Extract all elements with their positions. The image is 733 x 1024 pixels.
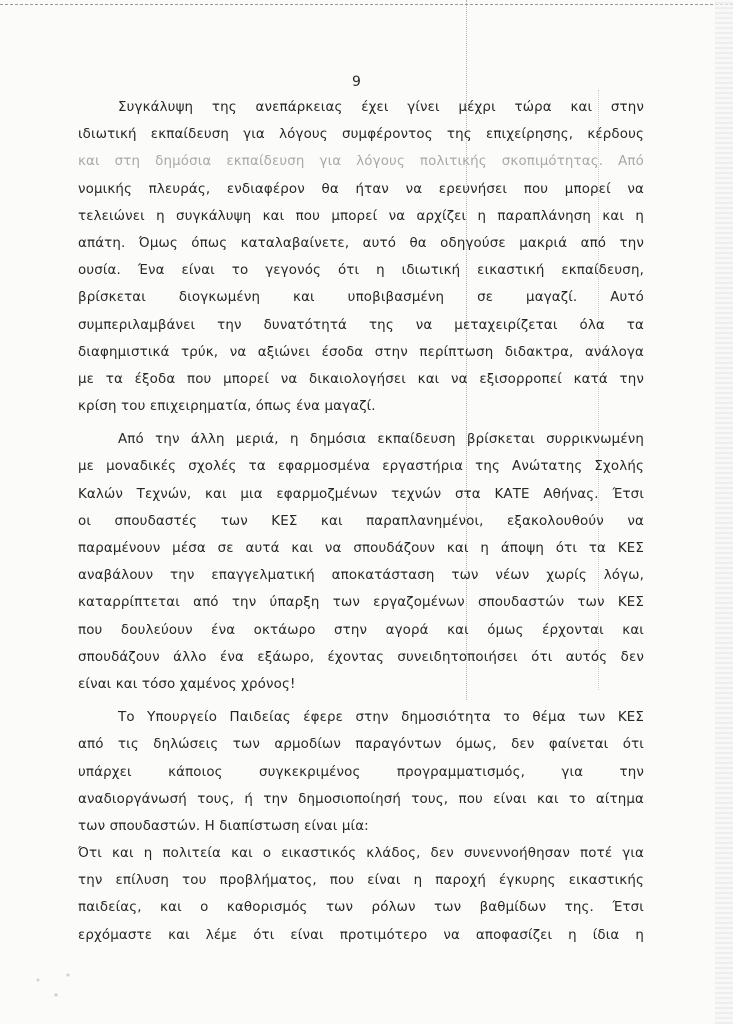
text-line: παιδείας, και ο καθορισμός των ρόλων των βαθμίδων της. Έτσι [78,900,644,916]
text-line: αναβάλουν την επαγγελματική αποκατάσταση των νέων χωρίς λόγω, [78,568,644,584]
text-line: βρίσκεται διογκωμένη και υποβιβασμένη σε μαγαζί. Αυτό [78,290,644,306]
text-line: Από την άλλη μεριά, η δημόσια εκπαίδευση βρίσκεται συρρικνωμένη [118,432,644,448]
text-line: νομικής πλευράς, ενδιαφέρον θα ήταν να ερευνήσει που μπορεί να [78,181,644,197]
text-line: Το Υπουργείο Παιδείας έφερε στην δημοσιότητα το θέμα των ΚΕΣ [118,710,644,726]
text-line: ερχόμαστε και λέμε ότι είναι προτιμότερο να αποφασίζει η ίδια η [78,927,644,943]
scan-edge-noise [715,0,733,1024]
text-line: Συγκάλυψη της ανεπάρκειας έχει γίνει μέχρι τώρα και στην [118,100,644,115]
text-line: από τις δηλώσεις των αρμοδίων παραγόντων όμως, δεν φαίνεται ότι [78,737,644,753]
text-line: τελειώνει η συγκάλυψη και που μπορεί να αρχίζει η παραπλάνηση και η [78,208,644,224]
body-text [78,94,644,949]
text-line: με μοναδικές σχολές τα εφαρμοσμένα εργαστήρια της Ανώτατης Σχολής [78,459,644,475]
text-line: την επίλυση του προβλήματος, που είναι η παροχή έγκυρης εικαστικής [78,873,644,889]
text-line: κρίση του επιχειρηματία, όπως ένα μαγαζί. [78,399,376,415]
text-line: ιδιωτική εκπαίδευση για λόγους συμφέροντος της επιχείρησης, κέρδους [78,127,644,143]
text-line: και στη δημόσια εκπαίδευση για λόγους πολιτικής σκοπιμότητας. Από [78,154,644,170]
text-line: που δουλεύουν ένα οκτάωρο στην αγορά και όμως έρχονται και [78,622,644,638]
text-line: είναι και τόσο χαμένος χρόνος! [78,676,296,692]
text-line: καταρρίπτεται από την ύπαρξη των εργαζομένων σπουδαστών των ΚΕΣ [78,595,644,611]
text-line: απάτη. Όμως όπως καταλαβαίνετε, αυτό θα οδηγούσε μακριά από την [78,235,644,251]
scan-speckle [20,960,80,1010]
text-line: οι σπουδαστές των ΚΕΣ και παραπλανημένοι, εξακολουθούν να [78,513,644,529]
text-line: διαφημιστικά τρύκ, να αξιώνει έσοδα στην περίπτωση διδακτρα, ανάλογα [78,344,644,360]
text-line: σπουδάζουν άλλο ένα εξάωρο, έχοντας συνειδητοποιήσει ότι αυτός δεν [78,649,644,665]
text-line: ουσία. Ένα είναι το γεγονός ότι η ιδιωτική εικαστική εκπαίδευση, [78,263,644,279]
text-line: συμπεριλαμβάνει την δυνατότητά της να μεταχειρίζεται όλα τα [78,317,644,333]
text-line: παραμένουν μέσα σε αυτά και να σπουδάζουν και η άποψη ότι τα ΚΕΣ [78,541,644,556]
page-number: 9 [352,74,361,90]
text-line: των σπουδαστών. Η διαπίστωση είναι μία: [78,818,369,834]
text-line: υπάρχει κάποιος συγκεκριμένος προγραμματισμός, για την [78,764,644,780]
text-line: Καλών Τεχνών, και μια εφαρμοζμένων τεχνών στα ΚΑΤΕ Αθήνας. Έτσι [78,486,644,502]
text-line: Ότι και η πολιτεία και ο εικαστικός κλάδος, δεν συνεννοήθησαν ποτέ για [78,846,644,862]
text-line: αναδιοργάνωσή τους, ή την δημοσιοποίησή τους, που είναι και το αίτημα [78,791,644,807]
text-line: με τα έξοδα που μπορεί να δικαιολογήσει και να εξισορροπεί κατά την [78,371,644,387]
scan-top-edge [0,4,733,8]
